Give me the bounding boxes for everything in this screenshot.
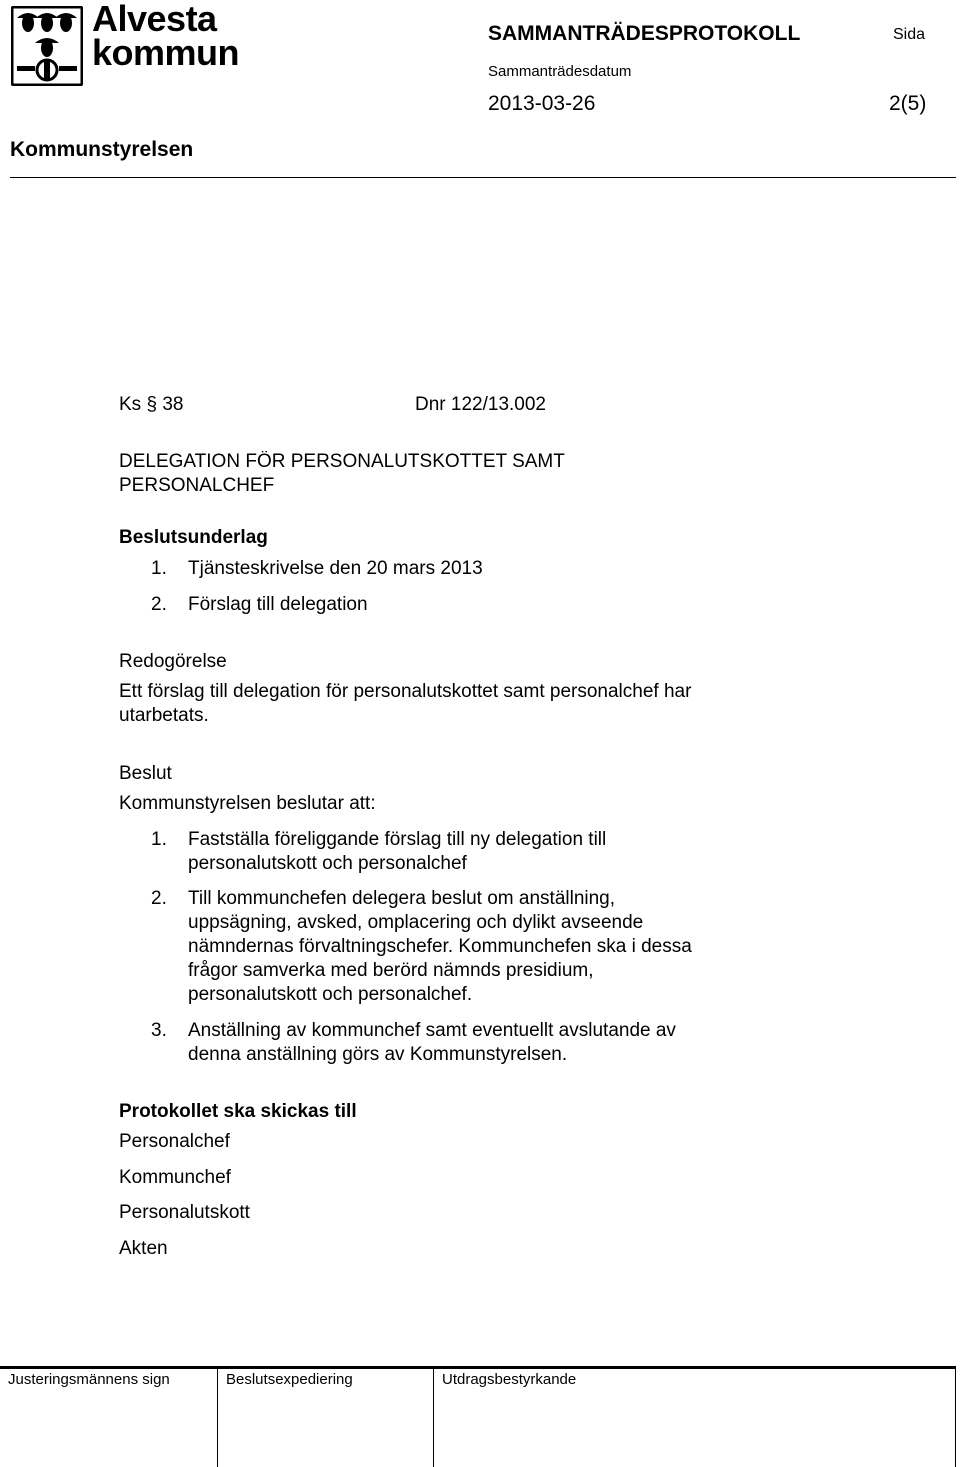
recipient-item: Akten — [119, 1238, 168, 1259]
decision-text-line: Fastställa föreliggande förslag till ny delegation till — [188, 829, 607, 850]
page-label: Sida — [893, 26, 926, 43]
beslut-heading: Beslut — [119, 763, 172, 784]
redogorelse-heading: Redogörelse — [119, 651, 227, 672]
footer-label-expediting: Beslutsexpediering — [226, 1371, 353, 1388]
case-title-line-1: DELEGATION FÖR PERSONALUTSKOTTET SAMT — [119, 451, 565, 472]
decision-text-line: nämndernas förvaltningschefer. Kommunchefen ska i dessa — [188, 936, 692, 957]
recipient-item: Personalchef — [119, 1131, 230, 1152]
decision-number: 2. — [151, 888, 167, 909]
municipal-crest-logo — [11, 6, 83, 86]
beslutsunderlag-heading: Beslutsunderlag — [119, 527, 268, 548]
redogorelse-text-line-2: utarbetats. — [119, 705, 209, 726]
list-item-text: Tjänsteskrivelse den 20 mars 2013 — [188, 558, 483, 579]
decision-text-line: personalutskott och personalchef — [188, 853, 467, 874]
beslut-intro: Kommunstyrelsen beslutar att: — [119, 793, 376, 814]
section-sign: § — [146, 394, 158, 415]
list-item-number: 2. — [151, 594, 167, 615]
logo-wordmark — [92, 0, 240, 73]
recipient-item: Kommunchef — [119, 1167, 231, 1188]
meeting-date-label: Sammanträdesdatum — [488, 63, 632, 80]
redogorelse-text-line-1: Ett förslag till delegation för personalutskottet samt personalchef har — [119, 681, 692, 702]
decision-number: 3. — [151, 1020, 167, 1041]
distribution-heading: Protokollet ska skickas till — [119, 1101, 357, 1122]
decision-text-line: Till kommunchefen delegera beslut om anställning, — [188, 888, 616, 909]
footer-label-certification: Utdragsbestyrkande — [442, 1371, 577, 1388]
meeting-date: 2013-03-26 — [488, 92, 596, 115]
footer-label-signature: Justeringsmännens sign — [8, 1371, 170, 1388]
footer-cell-signature — [0, 1369, 218, 1467]
logo-line-2: kommun — [92, 32, 240, 73]
organ-name: Kommunstyrelsen — [10, 138, 194, 161]
header-divider — [10, 177, 956, 178]
decision-text-line: frågor samverka med berörd nämnds presidium, — [188, 960, 594, 981]
case-title-line-2: PERSONALCHEF — [119, 475, 275, 496]
decision-text-line: Anställning av kommunchef samt eventuellt avslutande av — [188, 1020, 676, 1041]
decision-number: 1. — [151, 829, 167, 850]
footer-cell-expediting — [218, 1369, 434, 1467]
document-type: SAMMANTRÄDESPROTOKOLL — [488, 22, 801, 45]
ks-label: Ks — [119, 394, 142, 415]
decision-text-line: uppsägning, avsked, omplacering och dylikt avseende — [188, 912, 644, 933]
logo-line-1: Alvesta — [92, 0, 217, 39]
diary-number: Dnr 122/13.002 — [415, 394, 546, 415]
case-number — [119, 394, 183, 416]
footer-cell-certification — [434, 1369, 956, 1467]
recipient-item: Personalutskott — [119, 1202, 250, 1223]
decision-text-line: denna anställning görs av Kommunstyrelsen. — [188, 1044, 568, 1065]
page-number: 2(5) — [889, 92, 927, 115]
decision-text-line: personalutskott och personalchef. — [188, 984, 473, 1005]
list-item-number: 1. — [151, 558, 167, 579]
ks-number: 38 — [162, 394, 184, 415]
list-item-text: Förslag till delegation — [188, 594, 368, 615]
